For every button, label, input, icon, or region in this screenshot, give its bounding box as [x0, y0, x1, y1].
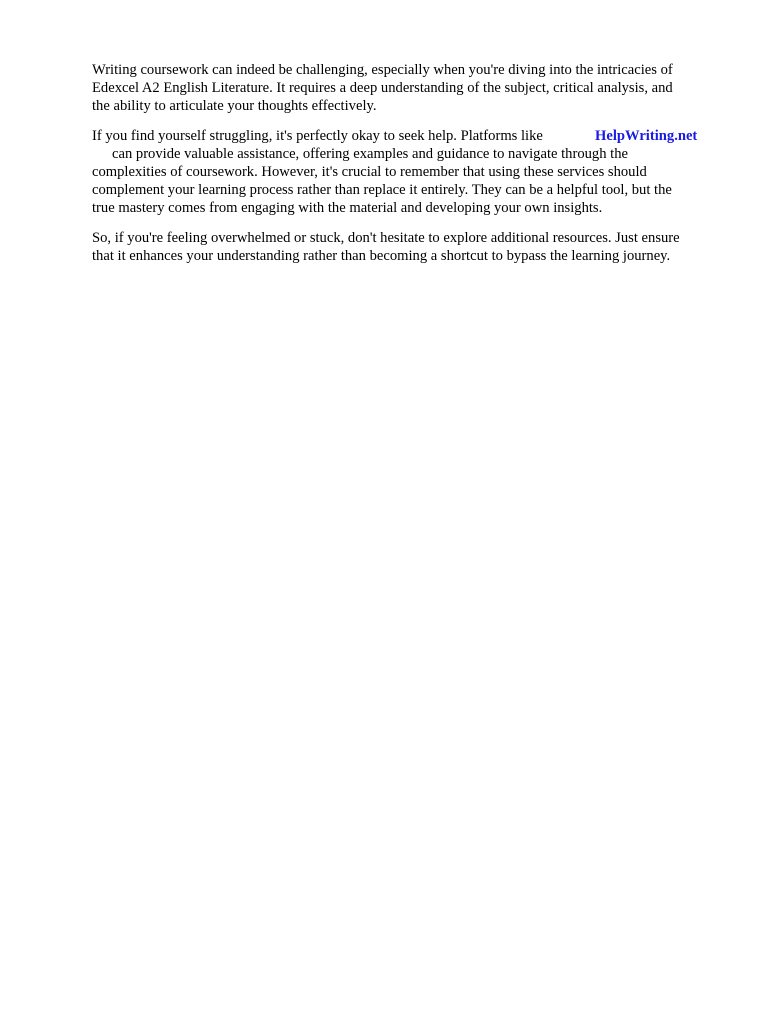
paragraph-line: true mastery comes from engaging with the material and developing your own insights. [92, 200, 603, 216]
helpwriting-link[interactable]: HelpWriting.net [595, 128, 698, 144]
paragraph-line: the ability to articulate your thoughts effectively. [92, 98, 377, 114]
paragraph-line: complement your learning process rather than replace it entirely. They can be a helpful tool, but the [92, 182, 672, 198]
paragraph-line: Edexcel A2 English Literature. It requires a deep understanding of the subject, critical analysis, and [92, 80, 673, 96]
paragraph-line: can provide valuable assistance, offering examples and guidance to navigate through the [112, 146, 629, 162]
paragraph-line: that it enhances your understanding rather than becoming a shortcut to bypass the learning journey. [92, 248, 671, 264]
paragraph-line: complexities of coursework. However, it's crucial to remember that using these services should [92, 164, 647, 180]
paragraph-line: So, if you're feeling overwhelmed or stuck, don't hesitate to explore additional resources. Just ensure [92, 230, 680, 246]
paragraph-line: If you find yourself struggling, it's perfectly okay to seek help. Platforms like [92, 128, 543, 144]
paragraph-line: Writing coursework can indeed be challenging, especially when you're diving into the intricacies of [92, 62, 673, 78]
